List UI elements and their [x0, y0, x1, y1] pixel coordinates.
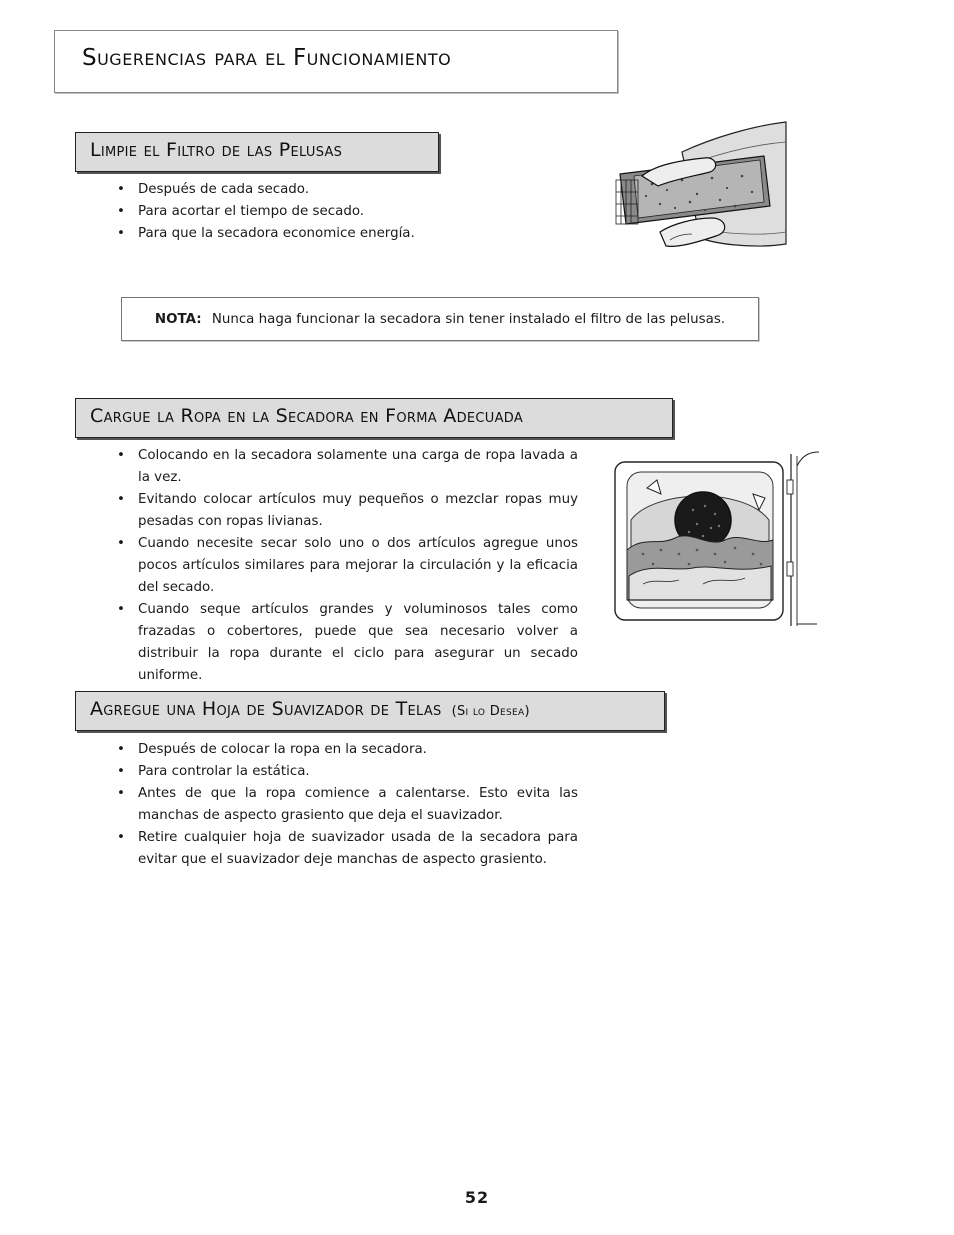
section-heading: Limpie el Filtro de las Pelusas — [90, 139, 343, 161]
dryer-load-illustration — [613, 450, 819, 628]
section-heading: Agregue una Hoja de Suavizador de Telas — [90, 698, 442, 720]
list-item: • Evitando colocar artículos muy pequeños o mezclar ropas muy pesadas con ropas livianas. — [115, 489, 578, 533]
list-item: • Cuando necesite secar solo uno o dos artículos agregue unos pocos artículos similares para mejorar la circulación y la eficacia del secado. — [115, 533, 578, 599]
page-number: 52 — [464, 1188, 490, 1207]
lint-filter-list — [115, 179, 585, 245]
section-header-lint-filter — [75, 132, 439, 172]
list-item: • Para que la secadora economice energía. — [115, 223, 585, 245]
note-text: Nunca haga funcionar la secadora sin tener instalado el filtro de las pelusas. — [211, 312, 726, 327]
page-title-box — [54, 30, 618, 93]
lint-filter-illustration — [612, 120, 788, 256]
list-item: • Después de cada secado. — [115, 179, 585, 201]
note-label: NOTA: — [154, 312, 202, 327]
softener-sheet-list — [115, 739, 578, 871]
list-item: • Antes de que la ropa comience a calentarse. Esto evita las manchas de aspecto grasiento que deja el suavizador. — [115, 783, 578, 827]
load-clothes-list — [115, 445, 578, 687]
section-subheading: (Si lo Desea) — [451, 704, 530, 719]
section-header-load-clothes — [75, 398, 673, 438]
note-box — [121, 297, 759, 341]
list-item: • Cuando seque artículos grandes y voluminosos tales como frazadas o cobertores, puede que sea necesario volver a distribuir la ropa durante el ciclo para asegurar un secado uniforme. — [115, 599, 578, 687]
section-header-softener-sheet — [75, 691, 665, 731]
list-item: • Colocando en la secadora solamente una carga de ropa lavada a la vez. — [115, 445, 578, 489]
list-item: • Retire cualquier hoja de suavizador usada de la secadora para evitar que el suavizador deje manchas de aspecto grasiento. — [115, 827, 578, 871]
list-item: • Para acortar el tiempo de secado. — [115, 201, 585, 223]
list-item: • Después de colocar la ropa en la secadora. — [115, 739, 578, 761]
section-heading: Cargue la Ropa en la Secadora en Forma Adecuada — [90, 405, 524, 427]
page-title: Sugerencias para el Funcionamiento — [82, 45, 452, 71]
list-item: • Para controlar la estática. — [115, 761, 578, 783]
